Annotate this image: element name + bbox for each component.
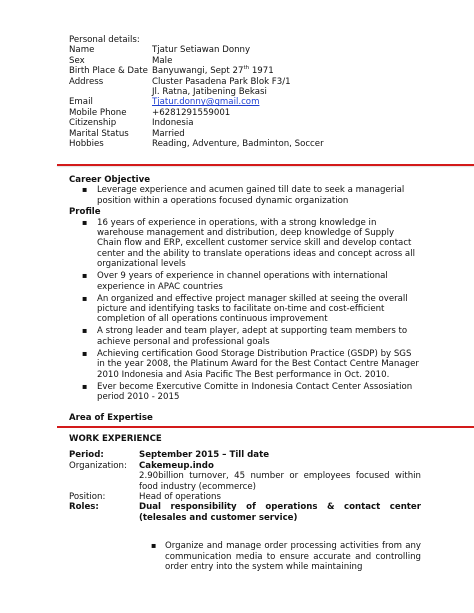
address-line-1: Cluster Pasadena Park Blok F3/1: [152, 76, 291, 87]
section-divider-2: [57, 426, 474, 428]
birth-label: Birth Place & Date: [69, 66, 148, 77]
area-of-expertise-heading: Area of Expertise: [69, 413, 153, 423]
email-label: Email: [69, 97, 93, 108]
address-label: Address: [69, 76, 104, 87]
work-row-roles: [69, 502, 421, 523]
career-objective-list: [69, 185, 421, 206]
hobbies-label: Hobbies: [69, 139, 104, 150]
organization-detail: 2.90billion turnover, 45 number or employees focused within food industry (ecommerce): [139, 471, 421, 492]
sex-value: Male: [152, 55, 173, 66]
profile-list: [69, 218, 421, 403]
organization-label: Organization:: [69, 460, 127, 471]
birth-value-suffix: th: [243, 65, 250, 72]
personal-row-name: [69, 45, 449, 55]
organization-value: Cakemeup.indo: [139, 460, 214, 471]
position-value: Head of operations: [139, 492, 221, 503]
mobile-label: Mobile Phone: [69, 107, 127, 118]
personal-row-birth: [69, 66, 449, 76]
period-value: September 2015 – Till date: [139, 450, 270, 461]
personal-row-hobbies: [69, 139, 449, 149]
personal-details-title: Personal details:: [69, 35, 140, 45]
citizenship-label: Citizenship: [69, 118, 117, 129]
personal-row-marital: [69, 129, 449, 139]
list-item: ▪ Over 9 years of experience in channel operations with international experience in APAC countries: [97, 271, 421, 292]
personal-row-address: [69, 77, 449, 98]
email-link[interactable]: Tjatur.donny@gmail.com: [152, 97, 260, 108]
list-item: ▪ Organize and manage order processing activities from any communication media to ensure accurate and controlling order entry into the system while maintaining: [165, 541, 421, 572]
marital-label: Marital Status: [69, 128, 129, 139]
personal-row-mobile: [69, 108, 449, 118]
career-section: [69, 175, 421, 404]
name-value: Tjatur Setiawan Donny: [152, 45, 251, 56]
name-label: Name: [69, 45, 95, 56]
work-experience-heading: WORK EXPERIENCE: [69, 434, 162, 444]
work-experience-section: [69, 434, 421, 572]
roles-list: [69, 541, 421, 572]
career-objective-heading: Career Objective: [69, 175, 151, 185]
personal-details: [69, 35, 449, 149]
marital-value: Married: [152, 128, 185, 139]
list-item: ▪ Achieving certification Good Storage Distribution Practice (GSDP) by SGS in the year 2008, the Platinum Award for the Best Contact Centre Manager 2010 Indonesia and Asia Pacific The Best performance in Oct. 2010.: [97, 349, 421, 380]
address-line-2: Jl. Ratna, Jatibening Bekasi: [152, 87, 267, 98]
list-item: ▪ Ever become Exercutive Comitte in Indonesia Contact Center Assosiation period 2010 - 2015: [97, 382, 421, 403]
address-value: [152, 77, 449, 98]
section-divider-1: [57, 164, 474, 166]
birth-value: [152, 66, 449, 76]
birth-value-year: 1971: [249, 66, 274, 77]
roles-label: Roles:: [69, 502, 99, 513]
period-label: Period:: [69, 450, 104, 461]
hobbies-value: Reading, Adventure, Badminton, Soccer: [152, 139, 324, 150]
list-item: ▪ A strong leader and team player, adept at supporting team members to achieve personal and professional goals: [97, 326, 421, 347]
list-item: ▪ An organized and effective project manager skilled at seeing the overall picture and identifying tasks to facilitate on-time and cost-efficient completion of all operations continuous improvement: [97, 294, 421, 325]
position-label: Position:: [69, 492, 106, 503]
personal-row-email: [69, 97, 449, 107]
birth-value-date: Banyuwangi, Sept 27: [152, 66, 244, 77]
personal-row-citizenship: [69, 118, 449, 128]
personal-row-sex: [69, 56, 449, 66]
list-item: ▪ Leverage experience and acumen gained till date to seek a managerial position within a operations focused dynamic organization: [97, 185, 421, 206]
sex-label: Sex: [69, 55, 85, 66]
work-row-organization: [69, 461, 421, 492]
citizenship-value: Indonesia: [152, 118, 194, 129]
profile-heading: Profile: [69, 207, 101, 218]
work-row-period: [69, 450, 421, 460]
mobile-value: +6281291559001: [152, 107, 231, 118]
roles-value: Dual responsibility of operations & contact center (telesales and customer service): [139, 502, 421, 523]
list-item: ▪ 16 years of experience in operations, with a strong knowledge in warehouse management and distribution, deep knowledge of Supply Chain flow and ERP, excellent customer service skill and develop contact center and the ability to translate operations ideas and concept across all organizational levels: [97, 218, 421, 270]
work-row-position: [69, 492, 421, 502]
